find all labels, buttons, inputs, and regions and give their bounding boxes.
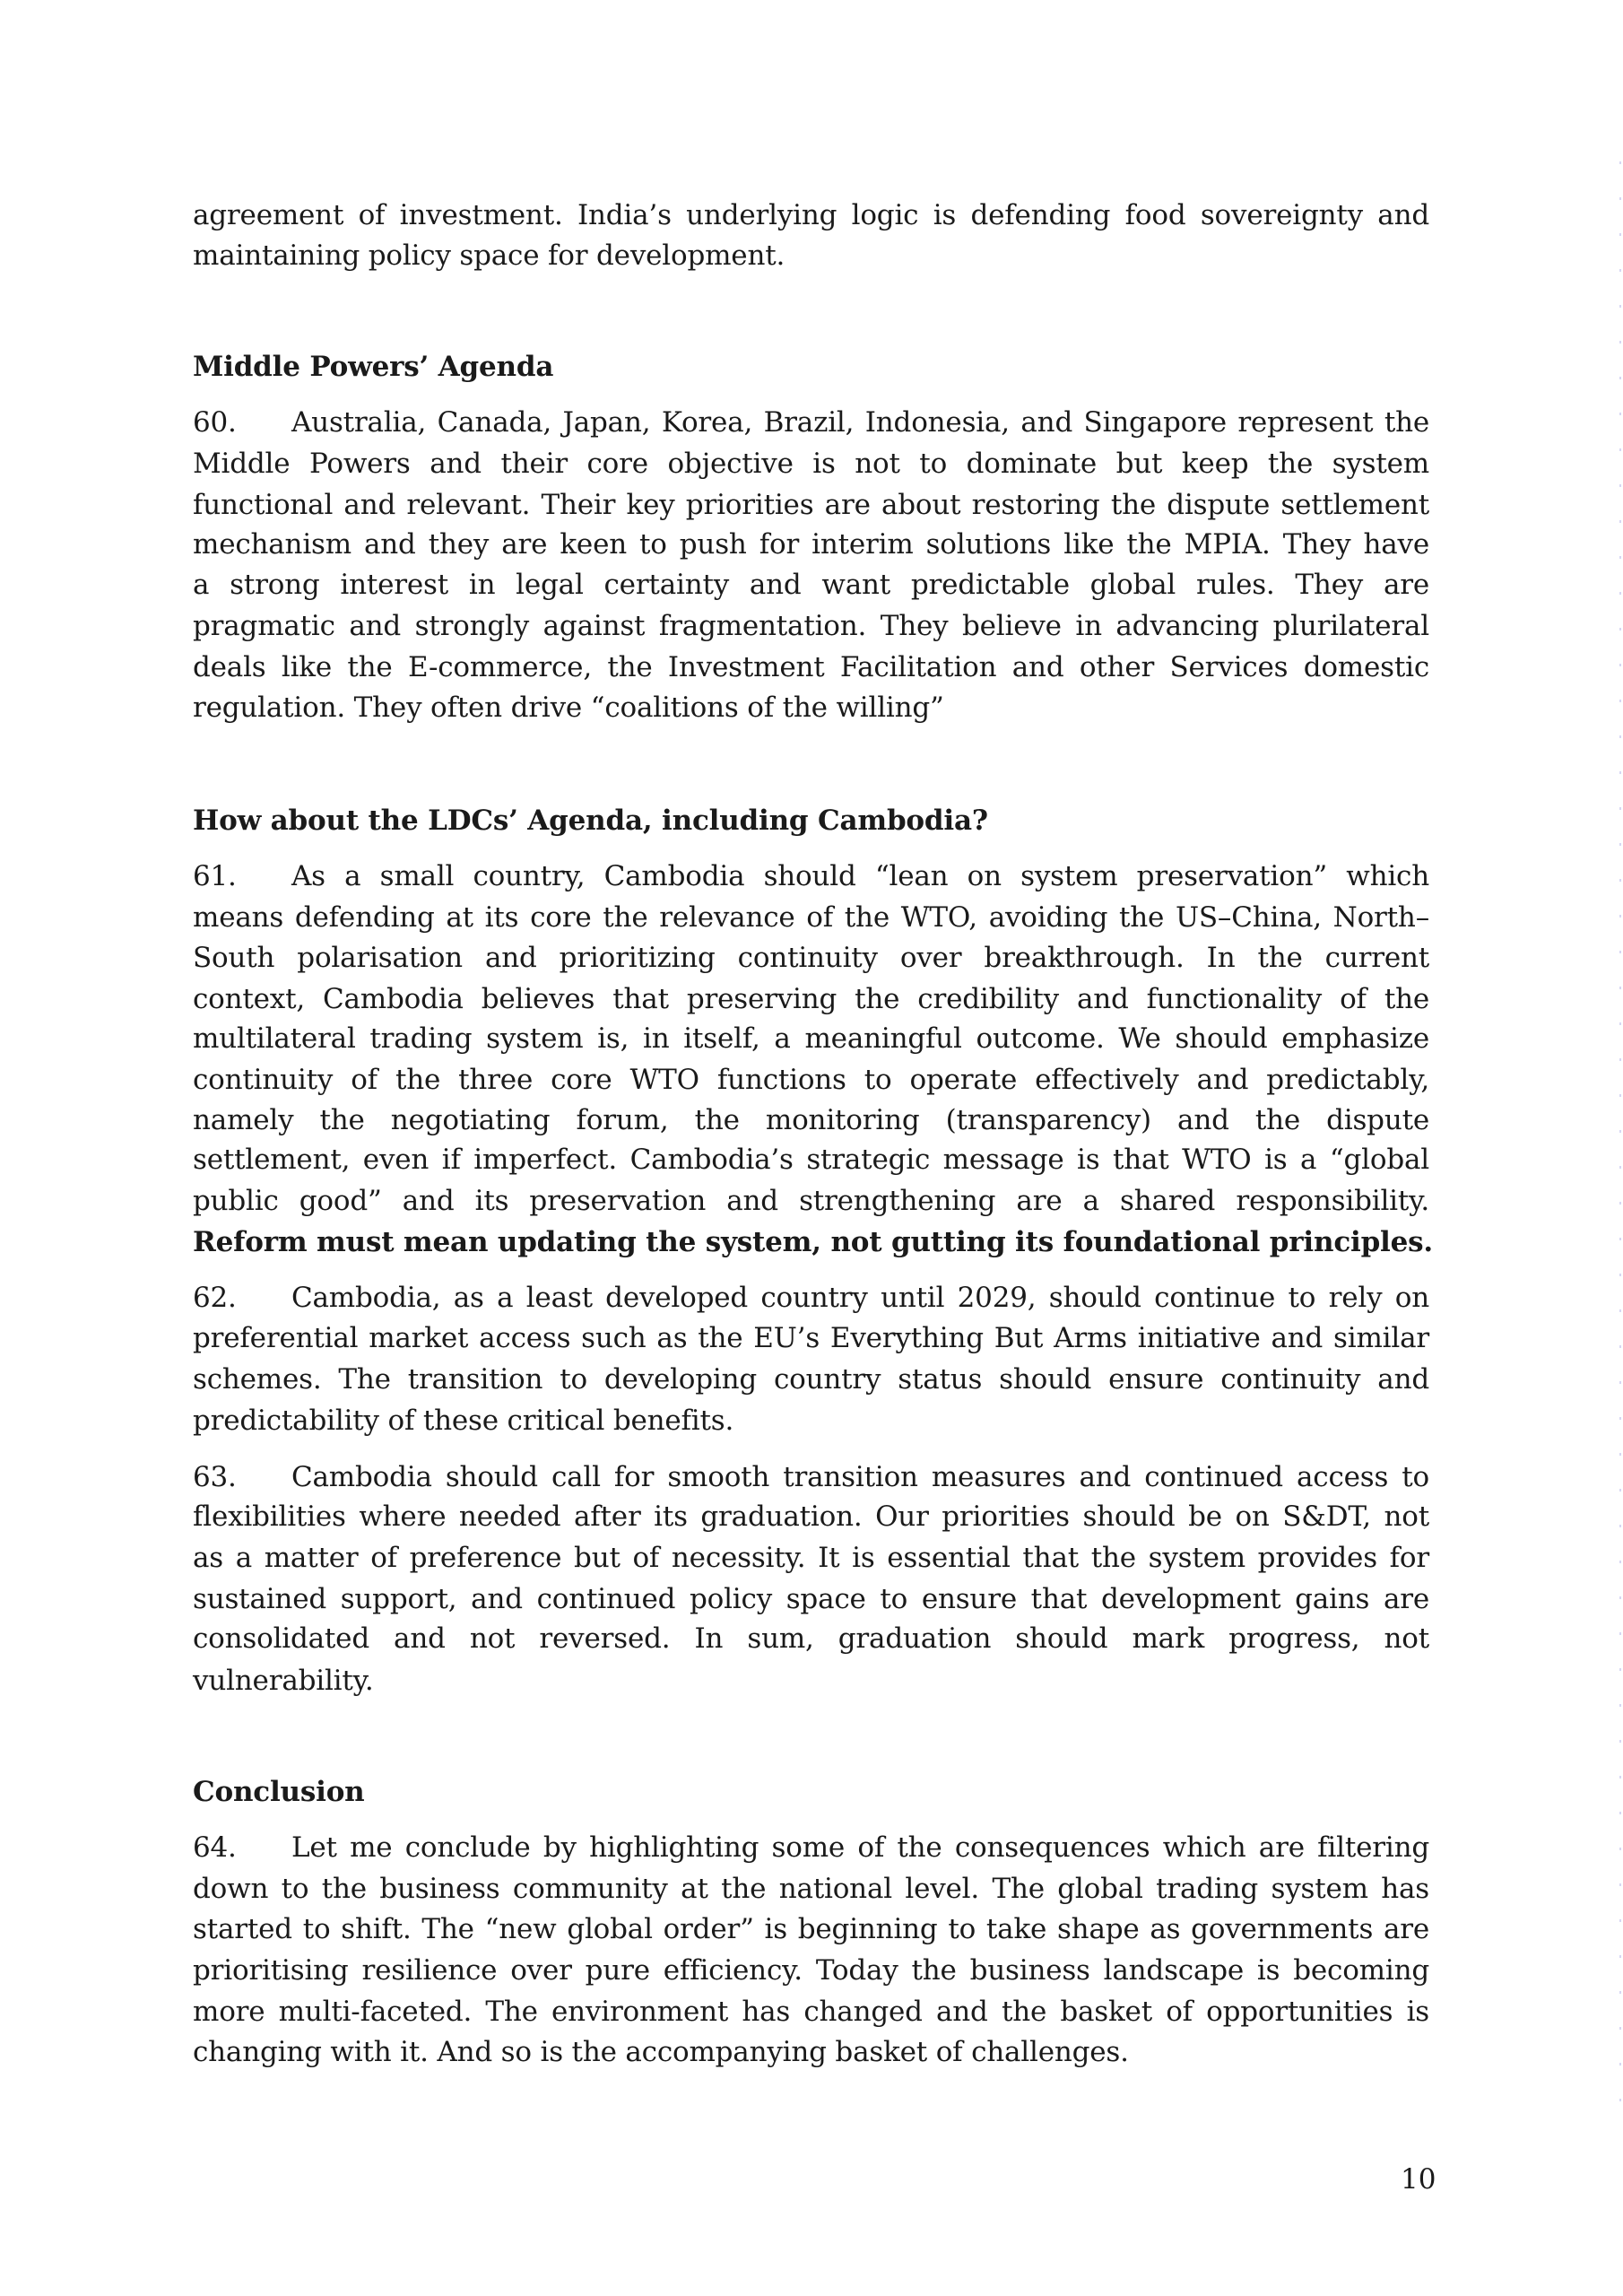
paragraph-64-line: changing with it. And so is the accompanying basket of challenges. [193,2036,1129,2068]
paragraph-number: 62. [193,1282,237,1314]
paragraph-61-line: multilateral trading system is, in itself, a meaningful outcome. We should emphasize [193,1022,1429,1055]
text-line: agreement of investment. India’s underlying logic is defending food sovereignty and [193,199,1429,231]
paragraph-64-line: more multi-faceted. The environment has changed and the basket of opportunities is [193,1996,1429,2028]
paragraph-64-line: down to the business community at the national level. The global trading system has [193,1873,1429,1905]
paragraph-60-line [193,403,1429,443]
section-heading-ldcs-agenda: How about the LDCs’ Agenda, including Cambodia? [193,804,988,837]
text-span: Cambodia, as a least developed country until 2029, should continue to rely on [291,1282,1429,1314]
text-span: As a small country, Cambodia should “lean on system preservation” which [291,860,1429,892]
section-heading-middle-powers: Middle Powers’ Agenda [193,351,554,383]
text-span: Australia, Canada, Japan, Korea, Brazil, Indonesia, and Singapore represent the [291,406,1429,439]
paragraph-64-line: prioritising resilience over pure efficiency. Today the business landscape is becoming [193,1954,1429,1987]
paragraph-61-line: settlement, even if imperfect. Cambodia’s strategic message is that WTO is a “global [193,1144,1429,1176]
paragraph-63-line [193,1457,1429,1498]
paragraph-62-line: preferential market access such as the EU’s Everything But Arms initiative and similar [193,1322,1429,1354]
paragraph-60-line: a strong interest in legal certainty and want predictable global rules. They are [193,569,1429,601]
paragraph-63-line: flexibilities where needed after its graduation. Our priorities should be on S&DT, not [193,1500,1429,1533]
paragraph-number: 64. [193,1831,237,1864]
paragraph-number: 60. [193,406,237,439]
paragraph-61-line: continuity of the three core WTO functions to operate effectively and predictably, [193,1064,1429,1096]
text-span: Cambodia should call for smooth transition measures and continued access to [291,1461,1429,1493]
paragraph-63-line: sustained support, and continued policy space to ensure that development gains are [193,1583,1429,1615]
paragraph-61-line: namely the negotiating forum, the monitoring (transparency) and the dispute [193,1104,1429,1136]
paragraph-62-line: schemes. The transition to developing country status should ensure continuity and [193,1363,1429,1396]
section-heading-conclusion: Conclusion [193,1776,365,1808]
paragraph-60-line: Middle Powers and their core objective is not to dominate but keep the system [193,448,1429,480]
paragraph-60-line: mechanism and they are keen to push for interim solutions like the MPIA. They have [193,528,1429,561]
paragraph-60-line: pragmatic and strongly against fragmentation. They believe in advancing plurilateral [193,610,1429,642]
paragraph-63-line: consolidated and not reversed. In sum, graduation should mark progress, not [193,1622,1429,1655]
text-span: Let me conclude by highlighting some of the consequences which are filtering [291,1831,1429,1864]
paragraph-61-line: context, Cambodia believes that preserving the credibility and functionality of the [193,983,1429,1015]
paragraph-60-line: functional and relevant. Their key priorities are about restoring the dispute settlement [193,489,1429,521]
paragraph-63-line: vulnerability. [193,1665,374,1697]
paragraph-60-line: regulation. They often drive “coalitions of the willing” [193,691,944,724]
scan-edge-artifact [1619,161,1621,2135]
paragraph-64-line: started to shift. The “new global order” is beginning to take shape as governments are [193,1913,1429,1945]
paragraph-61-line: public good” and its preservation and strengthening are a shared responsibility. [193,1185,1429,1217]
text-line: maintaining policy space for development. [193,239,785,272]
paragraph-61-line [193,857,1429,897]
paragraph-63-line: as a matter of preference but of necessity. It is essential that the system provides for [193,1542,1429,1574]
page-number: 10 [1401,2163,1436,2196]
paragraph-60-line: deals like the E-commerce, the Investment Facilitation and other Services domestic [193,651,1429,683]
paragraph-number: 61. [193,860,237,892]
paragraph-64-line [193,1828,1429,1868]
paragraph-61-bold-statement: Reform must mean updating the system, not gutting its foundational principles. [193,1226,1433,1258]
paragraph-number: 63. [193,1461,237,1493]
paragraph-62-line: predictability of these critical benefits. [193,1405,734,1437]
paragraph-62-line [193,1278,1429,1318]
paragraph-61-line: means defending at its core the relevance of the WTO, avoiding the US–China, North– [193,901,1429,934]
paragraph-61-line: South polarisation and prioritizing continuity over breakthrough. In the current [193,942,1429,974]
